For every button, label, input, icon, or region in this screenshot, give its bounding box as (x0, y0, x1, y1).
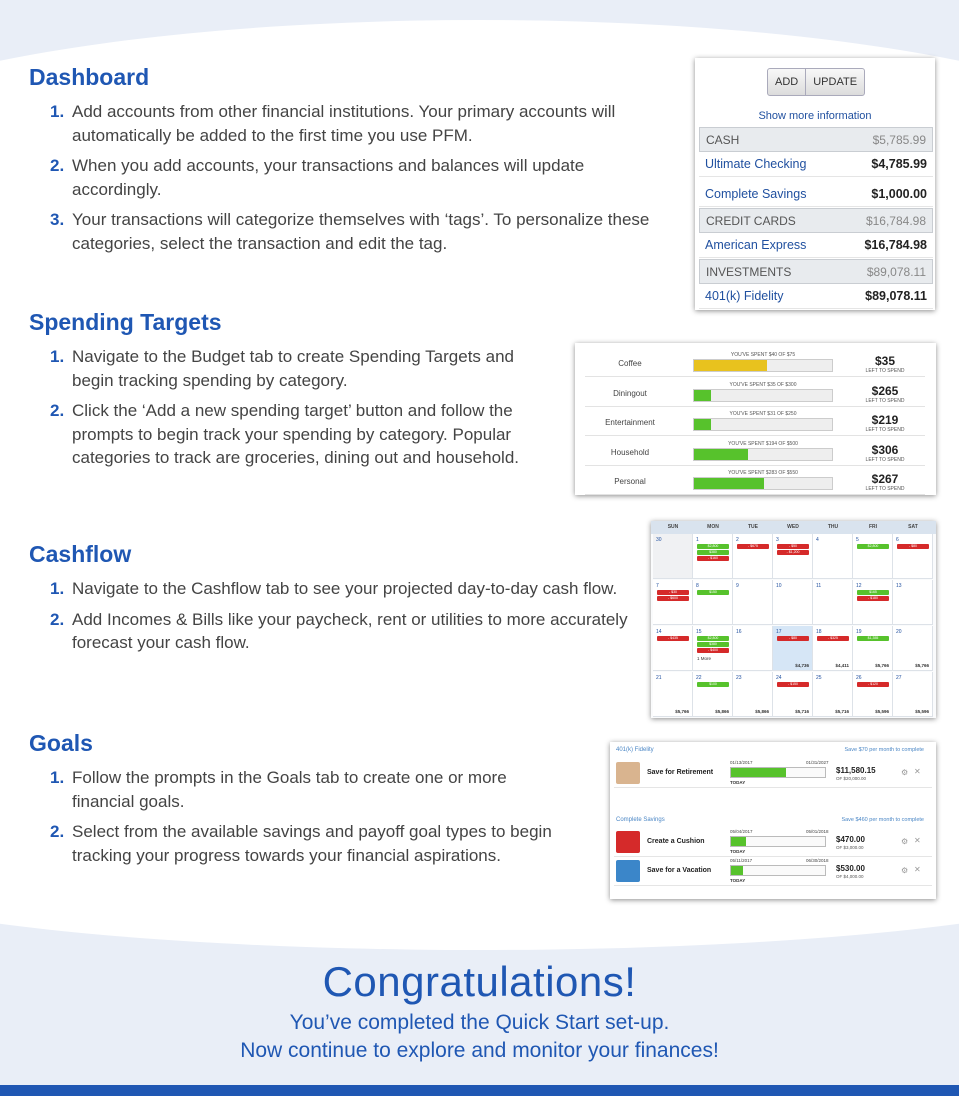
spending-steps (50, 345, 555, 477)
account-name: Ultimate Checking (705, 157, 807, 171)
goal-name: Create a Cushion (647, 838, 705, 845)
calendar-day-cell[interactable] (893, 626, 933, 671)
bill-entry[interactable]: - $120 (857, 682, 889, 687)
account-balance: $16,784.98 (864, 238, 927, 252)
target-spent-note: YOU'VE SPENT $35 OF $300 (729, 381, 797, 388)
gear-icon[interactable]: ⚙ (901, 866, 909, 875)
bill-entry[interactable]: - $600 (657, 596, 689, 601)
target-progress-bar (693, 389, 833, 402)
projected-balance: $5,596 (875, 709, 889, 714)
goal-saved-amount: $530.00 (836, 864, 865, 873)
cashflow-calendar-card (651, 521, 936, 718)
calendar-day-number: 12 (856, 583, 862, 589)
section-title-spending-targets: Spending Targets (29, 309, 222, 335)
target-progress-fill (694, 478, 764, 489)
account-name: American Express (705, 238, 807, 252)
target-category: Entertainment (605, 418, 655, 427)
calendar-day-cell[interactable] (773, 534, 813, 579)
calendar-day-number: 23 (736, 675, 742, 681)
step-item: 3. Your transactions will categorize themselves with ‘tags’. To personalize these categories, select the transaction and edit the tag. (50, 210, 650, 253)
calendar-day-cell[interactable] (813, 672, 853, 717)
target-spent-note: YOU'VE SPENT $194 OF $500 (728, 440, 798, 447)
target-progress-fill (694, 390, 711, 401)
goal-row[interactable] (614, 828, 932, 857)
footer-bar (0, 1085, 959, 1096)
gear-icon[interactable]: ⚙ (901, 768, 909, 777)
calendar-day-cell[interactable] (893, 672, 933, 717)
target-category: Diningout (613, 388, 647, 398)
calendar-day-number: 27 (896, 675, 902, 681)
accounts-summary-card (695, 58, 935, 310)
left-to-spend-label: LEFT TO SPEND (865, 486, 905, 492)
spending-target-row[interactable] (585, 466, 925, 495)
target-progress-bar (693, 477, 833, 490)
update-button[interactable]: UPDATE (805, 69, 864, 95)
add-button[interactable]: ADD (775, 76, 799, 88)
goal-end-date: 01/31/2027 (806, 760, 829, 765)
calendar-day-number: 11 (816, 583, 822, 589)
calendar-day-name: WED (787, 524, 799, 530)
account-category-row (699, 208, 933, 233)
calendar-day-cell[interactable] (653, 534, 693, 579)
target-remaining-amount: $267 (871, 472, 899, 486)
bill-entry[interactable]: - $80 (897, 544, 929, 549)
calendar-day-number: 19 (856, 629, 862, 635)
goal-image (616, 831, 640, 853)
calendar-day-number: 7 (656, 583, 659, 589)
projected-balance: $5,766 (675, 709, 689, 714)
goal-saved-amount: $11,580.15 (836, 766, 876, 775)
step-item: 2. Add Incomes & Bills like your paycheck, rent or utilities to more accurately forecast your cash flow. (50, 609, 628, 652)
calendar-day-name: FRI (868, 524, 878, 530)
left-to-spend-label: LEFT TO SPEND (865, 368, 905, 374)
income-entry[interactable]: $380 (697, 550, 729, 555)
calendar-day-name: SUN (667, 524, 679, 530)
bill-entry[interactable]: - $160 (697, 556, 729, 561)
income-entry[interactable]: $150 (697, 590, 729, 595)
calendar-day-cell[interactable] (853, 626, 893, 671)
more-entries-link[interactable]: 1 More (697, 656, 712, 661)
step-item: 2. When you add accounts, your transactions and balances will update accordingly. (50, 156, 585, 199)
bill-entry[interactable]: - $30 (657, 590, 689, 595)
account-row[interactable] (699, 233, 933, 258)
calendar-day-cell[interactable] (893, 580, 933, 625)
calendar-day-number: 14 (656, 629, 662, 635)
spending-target-row[interactable] (585, 437, 925, 466)
step-item: 1. Follow the prompts in the Goals tab to create one or more financial goals. (50, 768, 507, 811)
section-title-goals: Goals (29, 730, 93, 756)
goal-end-date: 06/30/2018 (806, 858, 829, 863)
calendar-day-name: TUE (748, 524, 758, 530)
goal-name: Save for Retirement (647, 769, 714, 776)
target-category: Household (610, 447, 650, 457)
congrats-heading: Congratulations! (322, 958, 637, 1005)
close-icon[interactable]: ✕ (914, 836, 921, 845)
target-progress-bar (693, 418, 833, 431)
calendar-day-number: 17 (776, 629, 782, 635)
category-name: INVESTMENTS (706, 264, 792, 279)
calendar-day-cell[interactable] (653, 580, 693, 625)
target-remaining-amount: $265 (871, 383, 899, 398)
today-marker: TODAY (730, 878, 746, 883)
bill-entry[interactable]: - $325 (817, 636, 849, 641)
goal-image (616, 762, 640, 784)
dashboard-steps (50, 100, 675, 262)
calendar-day-cell[interactable] (773, 580, 813, 625)
target-category: Coffee (618, 359, 642, 368)
projected-balance: $5,866 (715, 709, 729, 714)
calendar-day-cell[interactable] (893, 534, 933, 579)
calendar-day-name: SAT (908, 524, 918, 530)
calendar-header (651, 521, 936, 534)
spending-targets-card (575, 343, 936, 495)
goal-progress-fill (731, 768, 786, 777)
today-marker: TODAY (730, 849, 746, 854)
account-balance: $4,785.99 (871, 157, 927, 171)
step-item: 2. Click the ‘Add a new spending target’ button and follow the prompts to begin track your spending by category. Popular categories to track are groceries, dining out and household. (50, 401, 519, 467)
goal-start-date: 01/13/2017 (730, 760, 753, 765)
goal-row[interactable] (614, 857, 932, 886)
bill-entry[interactable]: - $400 (697, 648, 729, 653)
category-name: CASH (706, 132, 740, 147)
account-balance: $89,078.11 (865, 289, 927, 303)
goal-row[interactable] (614, 759, 932, 788)
step-item: 1. Add accounts from other financial institutions. Your primary accounts will automatically be added to the first time you use PFM. (50, 102, 616, 145)
calendar-day-cell[interactable] (733, 626, 773, 671)
calendar-day-number: 26 (856, 675, 862, 681)
account-balance: $89,078.11 (866, 264, 926, 279)
target-spent-note: YOU'VE SPENT $31 OF $250 (729, 411, 797, 417)
goal-progress-fill (731, 866, 743, 875)
account-row[interactable] (699, 182, 933, 207)
goal-start-date: 05/11/2017 (730, 858, 753, 863)
bill-entry[interactable]: - $50 (777, 544, 809, 549)
income-entry[interactable]: $1,355 (857, 636, 889, 641)
account-balance: $16,784.98 (865, 213, 926, 228)
calendar-day-number: 25 (816, 675, 822, 681)
goals-card (610, 742, 936, 899)
calendar-day-number: 15 (696, 629, 702, 635)
income-entry[interactable]: $165 (857, 590, 889, 595)
goal-end-date: 05/01/2018 (806, 829, 829, 834)
section-title-dashboard: Dashboard (29, 64, 150, 90)
goal-target-amount: OF $20,000.00 (836, 776, 867, 781)
today-marker: TODAY (730, 780, 746, 785)
calendar-day-cell[interactable] (813, 534, 853, 579)
target-progress-fill (694, 360, 767, 371)
goals-steps (50, 766, 570, 874)
account-name: 401(k) Fidelity (705, 289, 784, 303)
target-remaining-amount: $219 (871, 413, 899, 427)
income-entry[interactable]: $2,800 (857, 544, 889, 549)
account-balance: $5,785.99 (872, 132, 926, 147)
bill-entry[interactable]: - $675 (737, 544, 769, 549)
calendar-day-number: 9 (736, 583, 739, 589)
goal-progress-bar (730, 865, 826, 876)
calendar-day-number: 13 (896, 583, 902, 589)
account-actions (767, 68, 865, 96)
goal-account-name: Complete Savings (616, 817, 665, 823)
goal-name: Save for a Vacation (647, 867, 712, 874)
bill-entry[interactable]: - $180 (857, 596, 889, 601)
calendar-day-number: 24 (776, 675, 782, 681)
category-name: CREDIT CARDS (706, 213, 796, 228)
goal-progress-bar (730, 767, 826, 778)
step-item: 1. Navigate to the Cashflow tab to see your projected day-to-day cash flow. (50, 579, 618, 598)
account-category-row (699, 259, 933, 284)
calendar-day-cell[interactable] (653, 626, 693, 671)
target-spent-note: YOU'VE SPENT $283 OF $550 (728, 470, 798, 476)
target-spent-note: YOU'VE SPENT $40 OF $75 (730, 352, 796, 358)
goal-progress-bar (730, 836, 826, 847)
calendar-day-number: 22 (696, 675, 702, 681)
spending-target-row[interactable] (585, 348, 925, 377)
close-icon[interactable]: ✕ (914, 865, 921, 874)
calendar-day-name: THU (827, 524, 839, 530)
goal-account-name: 401(k) Fidelity (616, 747, 654, 753)
section-title-cashflow: Cashflow (29, 541, 132, 567)
goal-image (616, 860, 640, 882)
projected-balance: $4,411 (835, 663, 849, 668)
step-item: 2. Select from the available savings and payoff goal types to begin tracking your progress towards your financial aspirations. (50, 822, 552, 865)
account-balance: $1,000.00 (871, 187, 927, 201)
calendar-day-cell[interactable] (853, 672, 893, 717)
calendar-day-cell[interactable] (693, 580, 733, 625)
projected-balance: $5,766 (875, 663, 889, 668)
calendar-day-cell[interactable] (693, 672, 733, 717)
spending-target-row[interactable] (585, 407, 925, 436)
goal-target-amount: OF $4,000.00 (836, 874, 864, 879)
calendar-day-cell[interactable] (773, 626, 813, 671)
calendar-day-number: 21 (656, 675, 662, 681)
calendar-day-cell[interactable] (693, 534, 733, 579)
income-entry[interactable]: $2,800 (697, 544, 729, 549)
projected-balance: $5,866 (755, 709, 769, 714)
calendar-day-cell[interactable] (813, 626, 853, 671)
projected-balance: $4,736 (795, 663, 809, 668)
show-more-link[interactable]: Show more information (758, 110, 872, 122)
projected-balance: $5,766 (915, 663, 929, 668)
target-remaining-amount: $35 (874, 354, 896, 368)
congrats-line-2: Now continue to explore and monitor your finances! (240, 1039, 719, 1062)
target-progress-bar (693, 359, 833, 372)
calendar-day-cell[interactable] (733, 534, 773, 579)
projected-balance: $5,716 (835, 709, 849, 714)
left-to-spend-label: LEFT TO SPEND (865, 427, 905, 433)
account-row[interactable] (699, 284, 933, 309)
calendar-day-cell[interactable] (853, 534, 893, 579)
target-category: Personal (614, 477, 646, 486)
calendar-day-number: 6 (896, 537, 899, 543)
calendar-day-name: MON (707, 524, 719, 530)
bill-entry[interactable]: - $150 (777, 682, 809, 687)
spending-target-row[interactable] (585, 378, 925, 407)
calendar-day-cell[interactable] (653, 672, 693, 717)
goal-target-amount: OF $3,000.00 (836, 845, 864, 850)
calendar-day-number: 3 (776, 537, 779, 543)
calendar-day-number: 10 (776, 583, 782, 589)
calendar-day-cell[interactable] (813, 580, 853, 625)
calendar-day-cell[interactable] (853, 580, 893, 625)
goal-start-date: 05/04/2017 (730, 829, 753, 834)
left-to-spend-label: LEFT TO SPEND (865, 456, 905, 463)
calendar-day-number: 18 (816, 629, 822, 635)
target-progress-fill (694, 419, 711, 430)
calendar-day-number: 8 (696, 583, 699, 589)
goal-save-recommendation: Save $460 per month to complete (841, 817, 924, 823)
target-remaining-amount: $306 (871, 442, 899, 457)
goal-save-recommendation: Save $70 per month to complete (844, 747, 924, 753)
account-row[interactable] (699, 152, 933, 177)
bill-entry[interactable]: - $435 (657, 636, 689, 641)
calendar-day-number: 16 (736, 629, 742, 635)
left-to-spend-label: LEFT TO SPEND (865, 397, 905, 404)
congrats-line-1: You’ve completed the Quick Start set-up. (289, 1011, 670, 1034)
income-entry[interactable]: $2,800 (697, 636, 729, 641)
calendar-day-cell[interactable] (733, 580, 773, 625)
calendar-day-cell[interactable] (773, 672, 813, 717)
goal-saved-amount: $470.00 (836, 835, 865, 844)
calendar-day-number: 30 (656, 537, 662, 543)
target-progress-bar (693, 448, 833, 461)
step-item: 1. Navigate to the Budget tab to create Spending Targets and begin tracking spending by category. (50, 347, 514, 390)
projected-balance: $5,596 (915, 709, 929, 714)
cashflow-steps (50, 577, 630, 662)
bill-entry[interactable]: - $80 (777, 636, 809, 641)
account-category-row (699, 127, 933, 152)
calendar-day-number: 20 (896, 629, 902, 635)
target-progress-fill (694, 449, 748, 460)
calendar-day-cell[interactable] (693, 626, 733, 671)
income-entry[interactable]: $380 (697, 642, 729, 647)
projected-balance: $5,716 (795, 709, 809, 714)
income-entry[interactable]: $100 (697, 682, 729, 687)
calendar-day-number: 1 (696, 537, 699, 543)
close-icon[interactable]: ✕ (914, 767, 921, 776)
calendar-day-number: 2 (736, 537, 739, 543)
bill-entry[interactable]: - $1,200 (777, 550, 809, 555)
goal-progress-fill (731, 837, 746, 846)
calendar-day-number: 5 (856, 537, 859, 543)
gear-icon[interactable]: ⚙ (901, 837, 909, 846)
calendar-day-number: 4 (816, 537, 819, 543)
calendar-day-cell[interactable] (733, 672, 773, 717)
account-name: Complete Savings (705, 187, 807, 201)
